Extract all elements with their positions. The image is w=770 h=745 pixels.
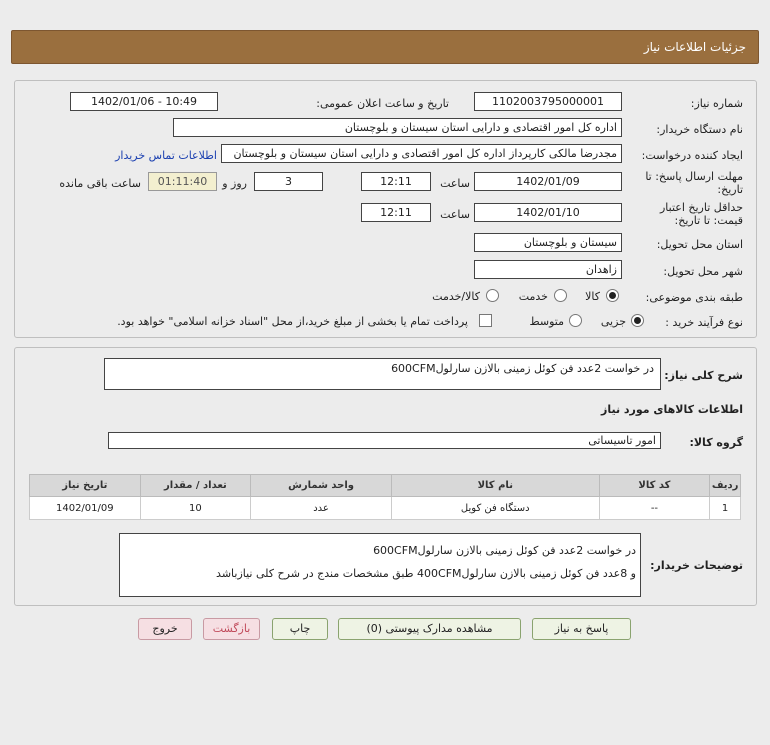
buyer-notes-line-2: و 8عدد فن کوئل زمینی بالازن سارلول400CFM طبق مشخصات مندج در شرح کلی نیازباشد xyxy=(216,567,636,580)
category-radio-goods-service[interactable] xyxy=(486,289,499,302)
goods-group-label: گروه کالا: xyxy=(689,436,743,449)
remaining-time: 01:11:40 xyxy=(148,172,217,191)
delivery-province-label: استان محل تحویل: xyxy=(656,238,743,251)
col-row: ردیف xyxy=(710,475,741,497)
treasury-checkbox[interactable] xyxy=(479,314,492,327)
treasury-note: پرداخت تمام یا بخشی از مبلغ خرید،از محل "اسناد خزانه اسلامی" خواهد بود. xyxy=(117,315,468,328)
table-row xyxy=(30,497,741,520)
announce-datetime-field: 1402/01/06 - 10:49 xyxy=(70,92,218,111)
reply-deadline-date: 1402/01/09 xyxy=(474,172,622,191)
purchase-type-option-small: جزیی xyxy=(600,315,626,328)
col-date: تاریخ نیاز xyxy=(30,475,141,497)
requester-field: مجدرضا مالکی کارپرداز اداره کل امور اقتصادی و دارایی استان سیستان و بلوچستان xyxy=(221,144,622,163)
category-option-goods: کالا xyxy=(585,290,600,303)
reply-deadline-label-2: تاریخ: xyxy=(717,183,743,196)
category-label: طبقه بندی موضوعی: xyxy=(645,291,743,304)
delivery-city-field: زاهدان xyxy=(474,260,622,279)
summary-text: در خواست 2عدد فن کوئل زمینی بالازن سارلول600CFM xyxy=(391,362,654,375)
goods-table-header xyxy=(30,475,741,497)
cell-unit: عدد xyxy=(251,497,392,520)
delivery-province-field: سیستان و بلوچستان xyxy=(474,233,622,252)
buyer-org-field: اداره کل امور اقتصادی و دارایی استان سیستان و بلوچستان xyxy=(173,118,622,137)
page-title: جزئیات اطلاعات نیاز xyxy=(643,40,746,54)
col-qty: تعداد / مقدار xyxy=(140,475,251,497)
price-validity-time-label: ساعت xyxy=(440,208,470,221)
remaining-time-label: ساعت باقی مانده xyxy=(59,177,141,190)
reply-deadline-time-label: ساعت xyxy=(440,177,470,190)
buyer-notes-line-1: در خواست 2عدد فن کوئل زمینی بالازن سارلول600CFM xyxy=(373,544,636,557)
purchase-type-radio-small[interactable] xyxy=(631,314,644,327)
cell-date: 1402/01/09 xyxy=(30,497,141,520)
reply-button[interactable]: پاسخ به نیاز xyxy=(532,618,631,640)
price-validity-label-2: قیمت: تا تاریخ: xyxy=(674,214,743,227)
category-option-goods-service: کالا/خدمت xyxy=(432,290,480,303)
buyer-notes-label: توضیحات خریدار: xyxy=(650,559,743,572)
goods-info-title: اطلاعات کالاهای مورد نیاز xyxy=(601,403,743,416)
need-number-label: شماره نیاز: xyxy=(690,97,743,110)
col-name: نام کالا xyxy=(391,475,599,497)
delivery-city-label: شهر محل تحویل: xyxy=(663,265,743,278)
cell-row: 1 xyxy=(710,497,741,520)
summary-field xyxy=(104,358,661,390)
summary-label: شرح کلی نیاز: xyxy=(664,369,743,382)
back-button[interactable]: بازگشت xyxy=(203,618,260,640)
attachments-button[interactable]: مشاهده مدارک پیوستی (0) xyxy=(338,618,521,640)
purchase-type-option-medium: متوسط xyxy=(529,315,564,328)
purchase-type-label: نوع فرآیند خرید : xyxy=(665,316,743,329)
price-validity-label: حداقل تاریخ اعتبار xyxy=(659,201,743,214)
cell-name: دستگاه فن کویل xyxy=(391,497,599,520)
cell-code: -- xyxy=(599,497,710,520)
goods-table xyxy=(29,474,741,520)
cell-qty: 10 xyxy=(140,497,251,520)
category-option-service: خدمت xyxy=(518,290,548,303)
price-validity-date: 1402/01/10 xyxy=(474,203,622,222)
page-header xyxy=(11,30,759,64)
requester-label: ایجاد کننده درخواست: xyxy=(641,149,743,162)
reply-deadline-label: مهلت ارسال پاسخ: تا xyxy=(645,170,743,183)
col-code: کد کالا xyxy=(599,475,710,497)
reply-deadline-time: 12:11 xyxy=(361,172,431,191)
col-unit: واحد شمارش xyxy=(251,475,392,497)
buyer-org-label: نام دستگاه خریدار: xyxy=(656,123,743,136)
print-button[interactable]: چاپ xyxy=(272,618,328,640)
buyer-notes-field xyxy=(119,533,641,597)
buyer-contact-link[interactable]: اطلاعات تماس خریدار xyxy=(115,149,217,162)
exit-button[interactable]: خروج xyxy=(138,618,192,640)
purchase-type-radio-medium[interactable] xyxy=(569,314,582,327)
need-number-field: 1102003795000001 xyxy=(474,92,622,111)
days-label: روز و xyxy=(222,177,247,190)
remaining-days: 3 xyxy=(254,172,323,191)
goods-group-field: امور تاسیساتی xyxy=(108,432,661,449)
price-validity-time: 12:11 xyxy=(361,203,431,222)
category-radio-service[interactable] xyxy=(554,289,567,302)
announce-datetime-label: تاریخ و ساعت اعلان عمومی: xyxy=(316,97,449,110)
category-radio-goods[interactable] xyxy=(606,289,619,302)
